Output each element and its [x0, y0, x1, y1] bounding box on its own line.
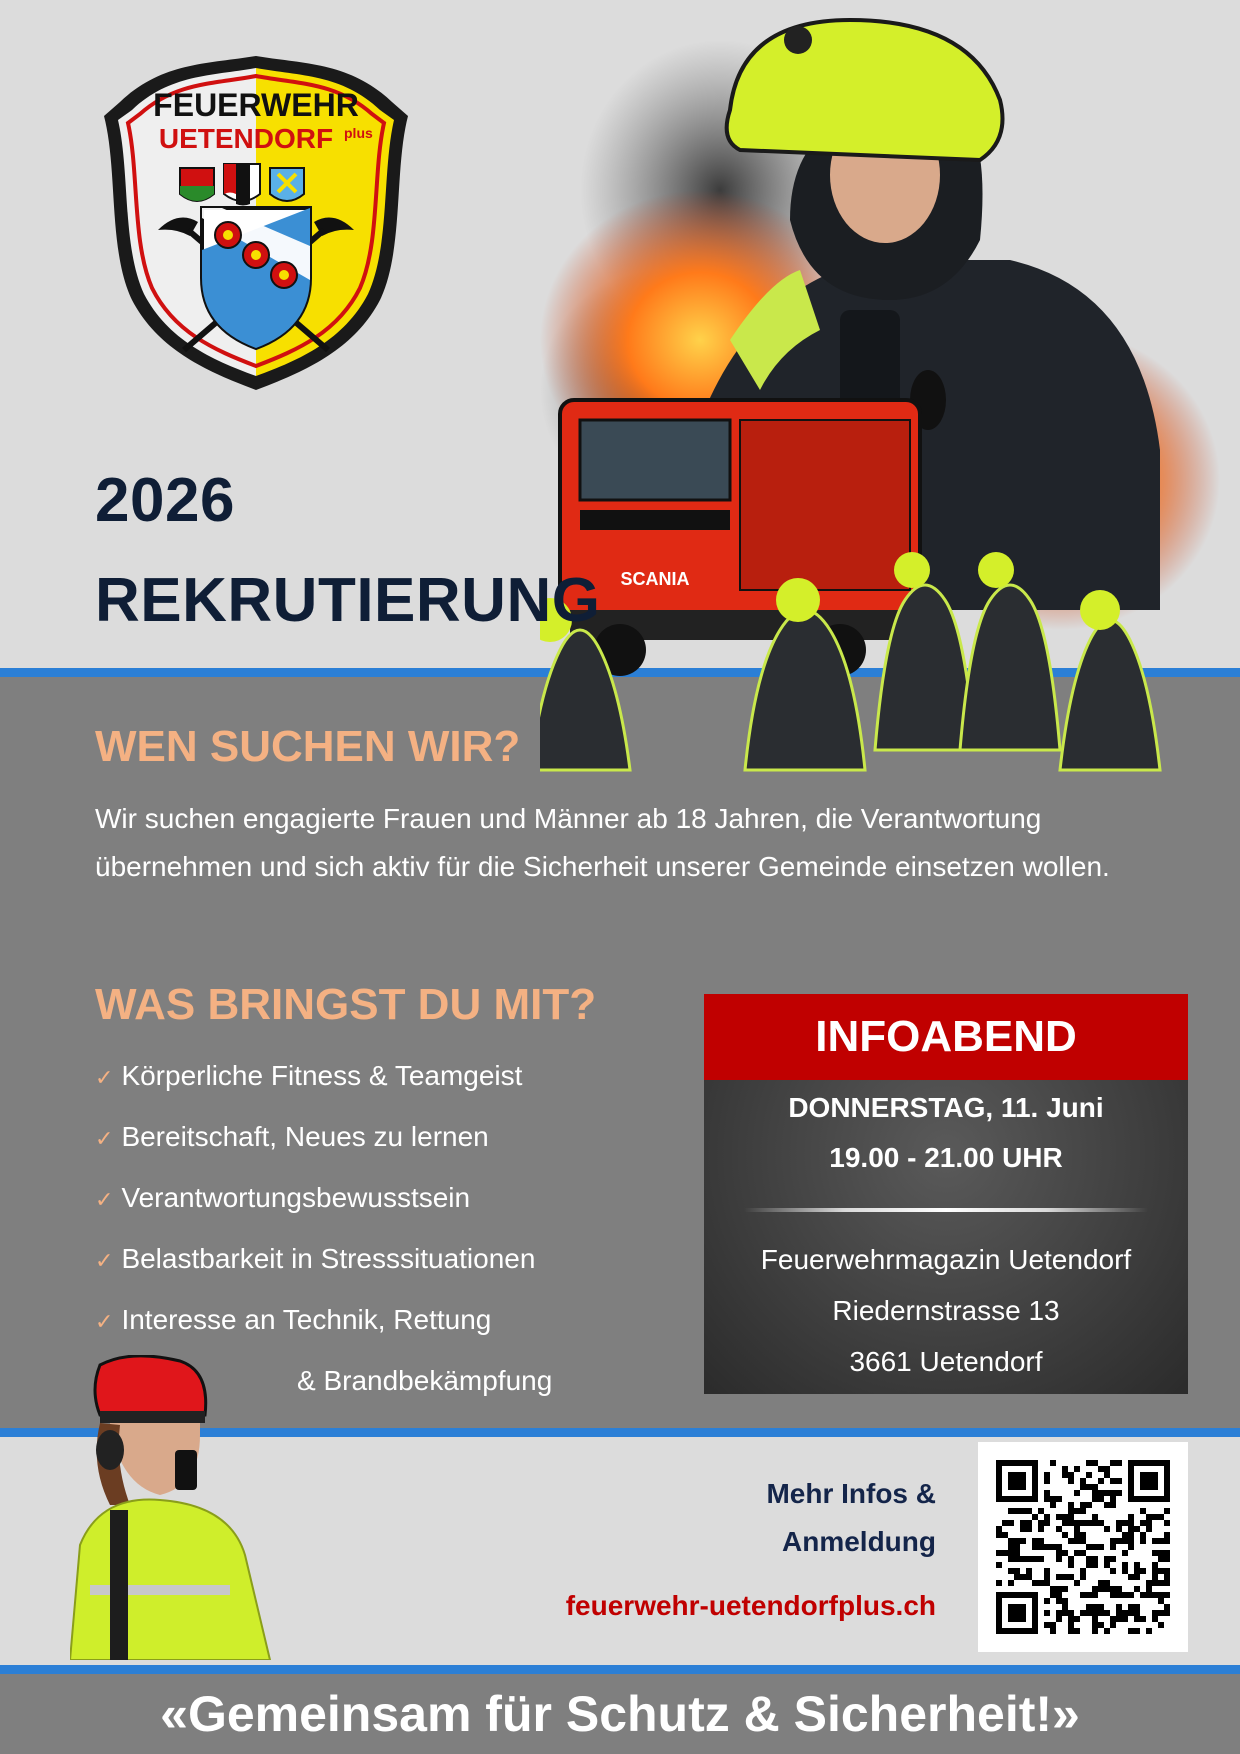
svg-text:plus: plus [344, 125, 373, 141]
requirement-item: ✓ Belastbarkeit in Stresssituationen [95, 1243, 536, 1274]
check-icon: ✓ [95, 1065, 114, 1090]
event-time: 19.00 - 21.00 UHR [829, 1142, 1063, 1173]
who-description: Wir suchen engagierte Frauen und Männer ab 18 Jahren, die Verantwortung übernehmen und sich aktiv für die Sicherheit unserer Gemeinde einsetzen wollen. [95, 803, 1110, 882]
event-city: 3661 Uetendorf [849, 1346, 1043, 1377]
more-info-label: Mehr Infos & Anmeldung [766, 1478, 936, 1557]
check-icon: ✓ [95, 1248, 114, 1273]
info-evening-heading: INFOABEND [704, 994, 1188, 1080]
svg-text:SCANIA: SCANIA [620, 569, 690, 589]
check-icon: ✓ [95, 1126, 114, 1151]
svg-text:UETENDORF: UETENDORF [158, 123, 334, 154]
fire-brigade-logo [98, 50, 414, 396]
event-location: Feuerwehrmagazin Uetendorf [760, 1244, 1132, 1275]
event-street: Riedernstrasse 13 [832, 1295, 1060, 1326]
divider [744, 1208, 1148, 1212]
recruitment-year: 2026 [95, 466, 235, 535]
requirement-item: ✓ Verantwortungsbewusstsein [95, 1182, 471, 1213]
who-heading: WEN SUCHEN WIR? [95, 722, 521, 771]
website-link[interactable]: feuerwehr-uetendorfplus.ch [565, 1590, 936, 1621]
check-icon: ✓ [95, 1309, 114, 1334]
requirements-heading: WAS BRINGST DU MIT? [95, 980, 597, 1029]
check-icon: ✓ [95, 1187, 114, 1212]
blue-divider [0, 1665, 1240, 1674]
event-date: DONNERSTAG, 11. Juni [788, 1092, 1104, 1123]
footer-slogan: «Gemeinsam für Schutz & Sicherheit!» [160, 1686, 1080, 1742]
requirement-item: ✓ Interesse an Technik, Rettung [95, 1304, 492, 1335]
requirement-item: ✓ Bereitschaft, Neues zu lernen [95, 1121, 489, 1152]
page-title: REKRUTIERUNG [95, 566, 601, 635]
requirement-item: ✓ Körperliche Fitness & Teamgeist [95, 1060, 523, 1091]
firefighter-hero-image [540, 10, 1240, 790]
info-evening-box [704, 994, 1188, 1394]
firefighter-radio-image [70, 1355, 290, 1660]
qr-code[interactable] [978, 1442, 1188, 1652]
svg-text:FEUERWEHR: FEUERWEHR [153, 87, 359, 123]
requirement-item-continuation: & Brandbekämpfung [297, 1365, 553, 1396]
